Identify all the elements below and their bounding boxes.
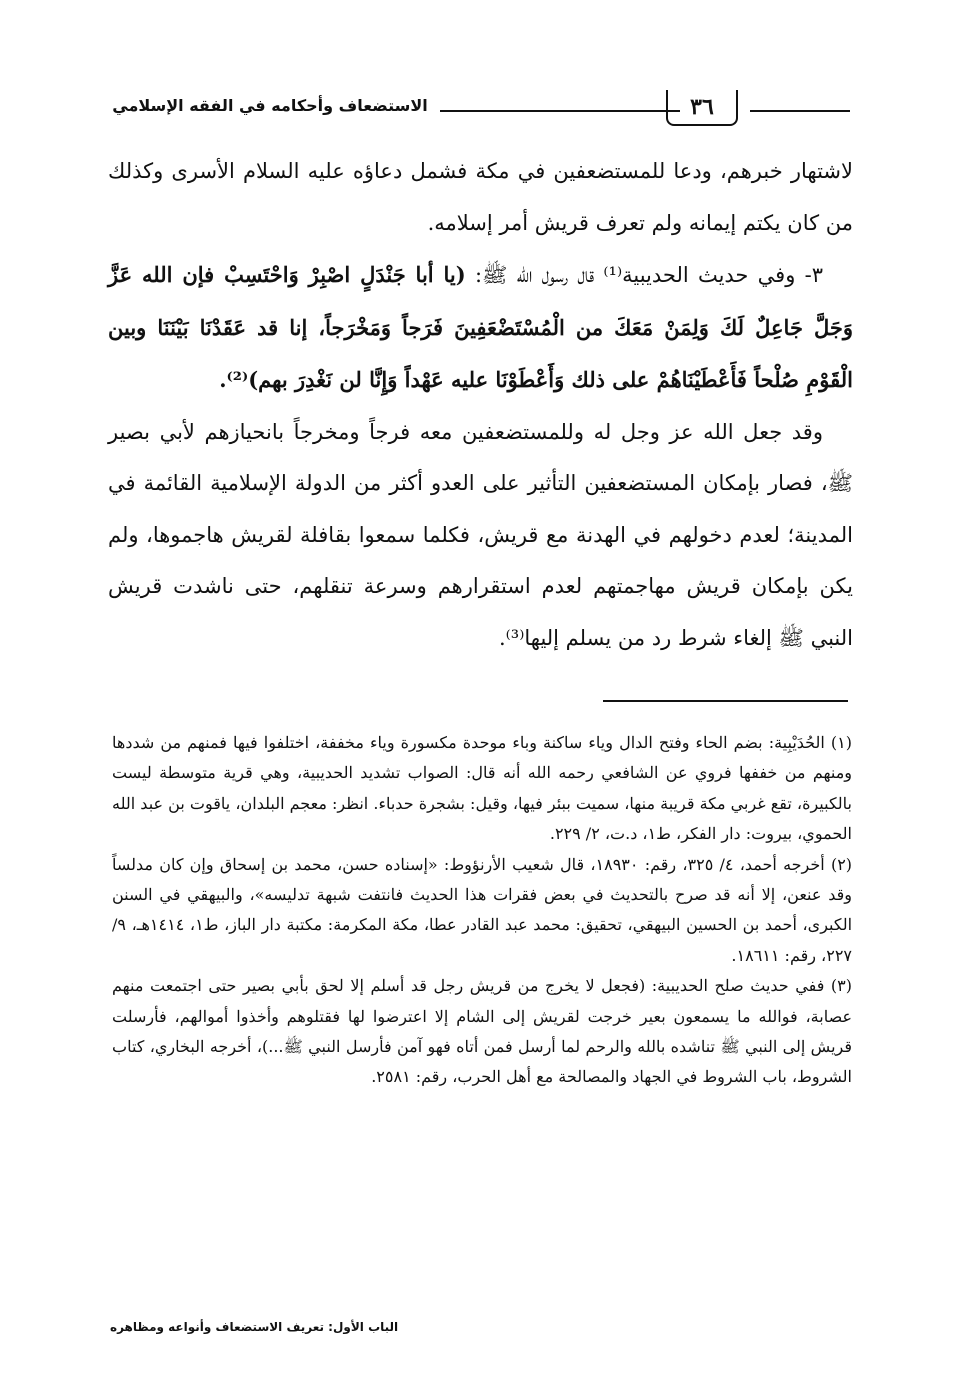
paragraph-3: وقد جعل الله عز وجل له وللمستضعفين معه فرجاً ومخرجاً بانحيازهم لأبي بصير ﷺ، فصار بإمكان المستضعفين التأثير على العدو أكثر من الدولة الإسلامية القائمة في المدينة؛ لعدم دخولهم في الهدنة مع قريش، فكلما سمعوا بقافلة لقريش هاجموها، ولم يكن بإمكان قريش مهاجمتهم لعدم استقرارهم وسرعة تنقلهم، حتى ناشدت قريش النبي ﷺ إلغاء شرط رد من يسلم إليها⁽³⁾. — [108, 419, 853, 650]
footnote-2: (٢) أخرجه أحمد، ٤/ ٣٢٥، رقم: ١٨٩٣٠، قال شعيب الأرنؤوط: «إسناده حسن، محمد بن إسحاق وإن كان مدلساً وقد عنعن، إلا أنه قد صرح بالتحديث في بعض فقرات هذا الحديث فانتفت شبهة تدليسه»، والبيهقي في السنن الكبرى، أحمد بن الحسين البيهقي، تحقيق: محمد عبد القادر عطا، مكة المكرمة: مكتبة دار الباز، ط١، ١٤١٤هـ، ٩/ ٢٢٧، رقم: ١٨٦١١. — [112, 854, 853, 965]
running-title: الاستضعاف وأحكامه في الفقه الإسلامي — [112, 96, 428, 115]
page-number: ٣٦ — [666, 90, 738, 126]
footnotes — [112, 728, 852, 1093]
paragraph-2 — [108, 249, 853, 407]
footnote-1: (١) الحُدَيْبِية: بضم الحاء وفتح الدال وياء ساكنة وباء موحدة مكسورة وياء مخففة، اختلفوا فيها فمنهم من شددها ومنهم من خففها فروي عن الشافعي رحمه الله أنه قال: الصواب تشديد الحديبية، وهي قرية متوسطة ليست بالكبيرة، تقع غربي مكة قريبة منها، سميت ببئر فيها، وقيل: بشجرة حدباء. انظر: معجم البلدان، ياقوت بن عبد الله الحموي، بيروت: دار الفكر، ط١، د.ت، ٢/ ٢٢٩. — [112, 733, 852, 844]
main-text — [108, 146, 853, 664]
chapter-footer: الباب الأول: تعريف الاستضعاف وأنواعه ومظاهره — [110, 1320, 399, 1334]
header-rule-right — [750, 110, 850, 112]
header-rule-left — [440, 110, 680, 112]
page-header — [110, 90, 850, 130]
hadith-quote: (يا أبا جَنْدَلٍ اصْبِرْ وَاحْتَسِبْ فإن الله عَزَّ وَجَلَّ جَاعِلٌ لَكَ وَلِمَنْ مَعَكَ من الْمُسْتَضْعَفِينَ فَرَجاً وَمَخْرَجاً، إنا قد عَقَدْنَا بَيْنَنَا وبين الْقَوْمِ صُلْحاً فَأَعْطَيْنَاهُمْ على ذلك وَأَعْطَوْنَا عليه عَهْداً وَإِنَّا لن نَغْدِرَ بهم)⁽²⁾. — [108, 262, 853, 392]
footnote-separator — [603, 700, 848, 702]
hadith-intro: ٣- وفي حديث الحديبية⁽¹⁾ قال رسول الله ﷺ: — [465, 263, 823, 287]
paragraph-1: لاشتهار خبرهم، ودعا للمستضعفين في مكة فشمل دعاؤه عليه السلام الأسرى وكذلك من كان يكتم إيمانه ولم تعرف قريش أمر إسلامه. — [108, 159, 853, 235]
footnote-3: (٣) ففي حديث صلح الحديبية: (فجعل لا يخرج من قريش رجل قد أسلم إلا لحق بأبي بصير حتى اجتمعت منهم عصابة، فوالله ما يسمعون بعير خرجت لقريش إلى الشام إلا اعترضوا لها فقتلوهم وأخذوا أموالهم، فأرسلت قريش إلى النبي ﷺ تناشده بالله والرحم لما أرسل فمن أتاه فهو آمن فأرسل النبي ﷺ...)، أخرجه البخاري، كتاب الشروط، باب الشروط في الجهاد والمصالحة مع أهل الحرب، رقم: ٢٥٨١. — [112, 976, 852, 1087]
